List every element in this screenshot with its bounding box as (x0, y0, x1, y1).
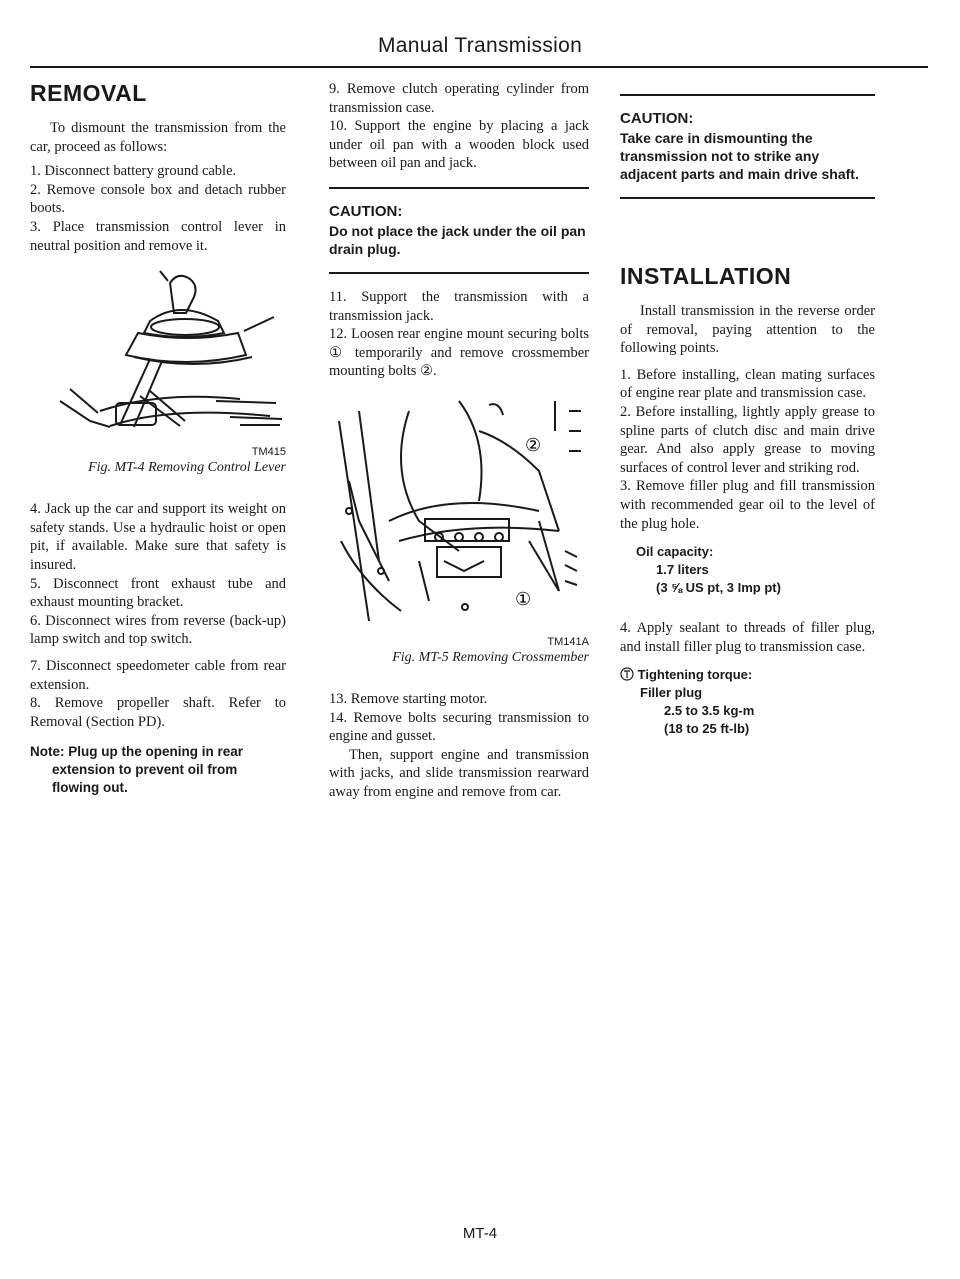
caution-title: CAUTION: (329, 202, 403, 220)
caution-body: Do not place the jack under the oil pan drain plug. (329, 222, 586, 257)
figure-code: TM141A (547, 635, 589, 648)
step-3: 3. Place transmission control lever in neutral position and remove it. (30, 218, 286, 254)
step-6: 6. Disconnect wires from reverse (back-up) lamp switch and top switch. (30, 612, 286, 648)
removal-intro: To dismount the transmission from the car, proceed as follows: (30, 120, 286, 155)
figure-caption: Fig. MT-4 Removing Control Lever (88, 460, 286, 476)
installation-intro: Install transmission in the reverse order of removal, paying attention to the following points. (620, 303, 875, 357)
step-5: 5. Disconnect front exhaust tube and exhaust mounting bracket. (30, 575, 286, 611)
step-11: 11. Support the transmission with a transmission jack. (329, 288, 589, 324)
tightening-torque-label (620, 666, 875, 684)
caution-title: CAUTION: (620, 110, 694, 127)
install-step-4: 4. Apply sealant to threads of filler plug, and install filler plug to transmission case. (620, 620, 875, 655)
oil-capacity-value: 1.7 liters (656, 562, 709, 578)
step-4: 4. Jack up the car and support its weight on safety stands. Use a hydraulic hoist or open pit, if available. Make sure that safety is insured. (30, 501, 286, 573)
figure-mt4 (30, 261, 286, 476)
caution-rule-top (329, 187, 589, 189)
torque-label-text: Tightening torque: (637, 667, 753, 683)
figure-mt5 (329, 391, 589, 666)
torque-value: 2.5 to 3.5 kg-m (664, 703, 755, 719)
torque-icon (620, 667, 634, 681)
header-rule (30, 66, 928, 68)
step-9: 9. Remove clutch operating cylinder from transmission case. (329, 81, 589, 116)
install-step-1: 1. Before installing, clean mating surfaces of engine rear plate and transmission case. (620, 366, 875, 402)
install-step-2: 2. Before installing, lightly apply grease to spline parts of clutch disc and main drive gear. And also apply grease to moving surfaces of control lever and striking rod. (620, 403, 875, 476)
installation-heading: INSTALLATION (620, 263, 792, 289)
oil-capacity-label: Oil capacity: (636, 544, 714, 560)
step-14: 14. Remove bolts securing transmission to engine and gusset. (329, 709, 589, 745)
step-2: 2. Remove console box and detach rubber boots. (30, 181, 286, 217)
page-header: Manual Transmission (377, 34, 583, 57)
crossmember-illustration (329, 391, 589, 631)
step-13: 13. Remove starting motor. (329, 690, 488, 707)
step-1: 1. Disconnect battery ground cable. (30, 163, 237, 180)
step-10: 10. Support the engine by placing a jack under oil pan with a wooden block used between oil pan and jack. (329, 118, 589, 172)
page-number: MT-4 (462, 1225, 498, 1242)
caution-body: Take care in dismounting the transmission not to strike any adjacent parts and main drive shaft. (620, 130, 859, 182)
step-8: 8. Remove propeller shaft. Refer to Removal (Section PD). (30, 695, 286, 730)
step-7: 7. Disconnect speedometer cable from rear extension. (30, 657, 286, 693)
column-2 (329, 80, 589, 802)
note-plug-opening: Note: Plug up the opening in rear extension to prevent oil from flowing out. (30, 744, 244, 796)
control-lever-illustration (30, 261, 286, 441)
callout-1: ① (515, 588, 532, 609)
torque-item: Filler plug (640, 685, 703, 701)
column-1 (30, 80, 286, 797)
callout-2: ② (525, 434, 542, 455)
torque-value-imperial: (18 to 25 ft-lb) (664, 721, 750, 737)
removal-heading: REMOVAL (30, 80, 147, 106)
figure-code: TM415 (251, 446, 286, 459)
caution-rule-top (620, 94, 875, 96)
figure-caption: Fig. MT-5 Removing Crossmember (392, 649, 589, 665)
step-12: 12. Loosen rear engine mount securing bolts ① temporarily and remove crossmember mounting bolts ②. (329, 326, 589, 380)
install-step-3: 3. Remove filler plug and fill transmission with recommended gear oil to the level of the plug hole. (620, 478, 875, 532)
oil-capacity-value-imperial: (3 ⅝ US pt, 3 Imp pt) (656, 580, 781, 596)
step-14-continued: Then, support engine and transmission with jacks, and slide transmission rearward away from engine and remove from car. (329, 746, 589, 800)
column-3 (620, 94, 875, 738)
